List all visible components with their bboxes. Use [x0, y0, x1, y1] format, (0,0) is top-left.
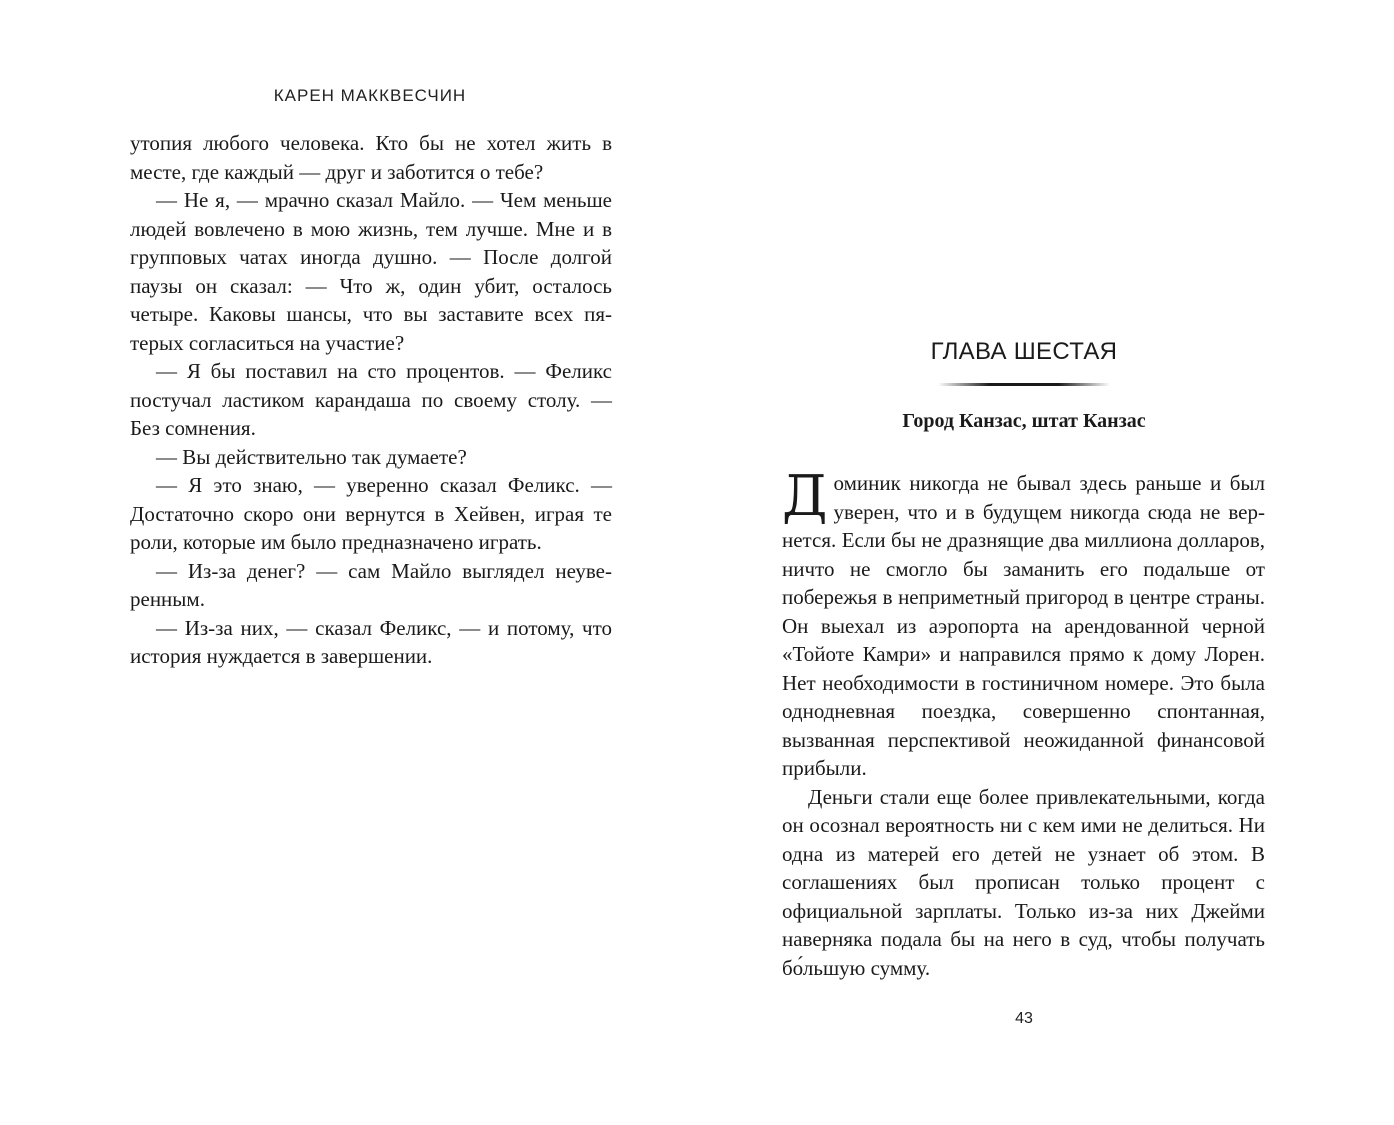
paragraph: утопия любого человека. Кто бы не хотел жить в месте, где каждый — друг и заботится о тебе?	[130, 131, 612, 184]
drop-cap: Д	[782, 464, 828, 529]
chapter-subtitle: Город Канзас, штат Канзас	[902, 410, 1146, 432]
left-page-text	[130, 129, 612, 671]
opening-paragraph	[782, 464, 1265, 783]
paragraph: — Из-за них, — сказал Феликс, — и потому, что история нуждается в завершении.	[130, 615, 612, 668]
chapter-divider	[938, 383, 1110, 386]
paragraph: — Я бы поставил на сто процентов. — Феликс постучал ластиком карандаша по своему столу. — Без сомнения.	[130, 359, 612, 440]
paragraph: — Я это знаю, — уверенно сказал Феликс. — Достаточно скоро они вернутся в Хейвен, играя те роли, которые им было предназначено играть.	[130, 473, 612, 554]
paragraph: — Вы действительно так думаете?	[156, 444, 467, 469]
page-number: 43	[1015, 1010, 1033, 1027]
paragraph: — Не я, — мрачно сказал Майло. — Чем меньше людей вовлечено в мою жизнь, тем лучше. Мне и в групповых чатах иногда душно. — После долгой паузы он сказал: — Что ж, один убит, осталось четыре. Каковы шансы, что вы заставите всех пятерых согласиться на участие?	[130, 188, 612, 355]
chapter-title: ГЛАВА ШЕСТАЯ	[930, 338, 1118, 365]
opening-paragraph-text: оминик никогда не бывал здесь раньше и был уверен, что и в будущем никогда сюда не вернется. Если бы не дразнящие два миллиона долларов, ничто не смогло бы заманить его подальше от побережья в неприметный пригород в центре страны. Он выехал из аэропорта на арендованной черной «Тойоте Камри» и направился прямо к дому Лорен. Нет необходимости в гостиничном номере. Это была однодневная поездка, совершенно спонтанная, вызванная перспективой неожиданной финансовой прибыли.	[782, 471, 1265, 780]
paragraph: Деньги стали еще более привлекательными, когда он осознал вероятность ни с кем ими не делиться. Ни одна из матерей его детей не узнает об этом. В соглашениях был прописан только процент с официальной зарплаты. Только из-за них Джейми наверняка подала бы на него в суд, чтобы получать бо́льшую сумму.	[782, 784, 1265, 980]
running-header: КАРЕН МАККВЕСЧИН	[273, 86, 467, 105]
right-page-text	[782, 464, 1265, 982]
paragraph: — Из-за денег? — сам Майло выглядел неуверенным.	[130, 558, 612, 611]
